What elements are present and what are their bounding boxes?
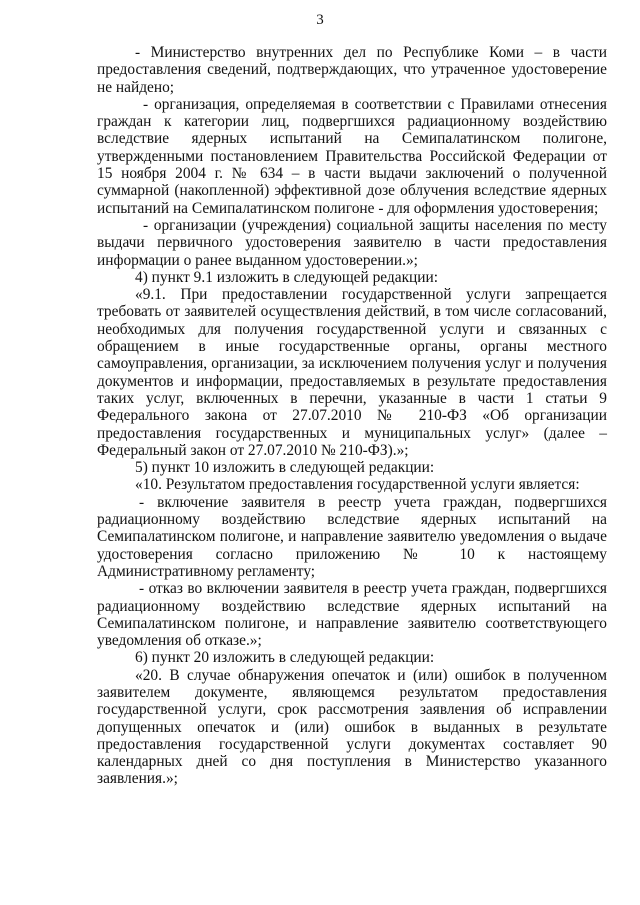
paragraph: - включение заявителя в реестр учета граждан, подвергшихся радиационному воздействию вследствие ядерных испытаний на Семипалатинском полигоне, и направление заявителю уведомления о выдаче удостоверения согласно приложению № 10 к настоящему Административному регламенту; <box>97 493 607 580</box>
paragraph: 5) пункт 10 изложить в следующей редакции: <box>135 459 435 477</box>
paragraph: - организации (учреждения) социальной защиты населения по месту выдачи первичного удостоверения заявителю в части предоставления информации о ранее выданном удостоверении.»; <box>97 216 607 269</box>
document-body <box>97 44 607 788</box>
paragraph: - Министерство внутренних дел по Республике Коми – в части предоставления сведений, подтверждающих, что утраченное удостоверение не найдено; <box>97 44 607 96</box>
page-number: 3 <box>316 12 324 28</box>
paragraph: «20. В случае обнаружения опечаток и (или) ошибок в полученном заявителем документе, являющемся результатом предоставления государственной услуги, срок рассмотрения заявления об исправлении допущенных опечаток и (или) ошибок в выданных в результате предоставления государственной услуги документах составляет 90 календарных дней со дня поступления в Министерство указанного заявления.»; <box>97 666 607 788</box>
paragraph: «10. Результатом предоставления государственной услуги является: <box>135 476 580 494</box>
paragraph: - организация, определяемая в соответствии с Правилами отнесения граждан к категории лиц, подвергшихся радиационному воздействию вследствие ядерных испытаний на Семипалатинском полигоне, утвержденными постановлением Правительства Российской Федерации от 15 ноября 2004 г. № 634 – в части выдачи заключений о полученной суммарной (накопленной) эффективной дозе облучения вследствие ядерных испытаний на Семипалатинском полигоне - для оформления удостоверения; <box>97 95 607 217</box>
paragraph: - отказ во включении заявителя в реестр учета граждан, подвергшихся радиационному воздействию вследствие ядерных испытаний на Семипалатинском полигоне, и направление заявителю соответствующего уведомления об отказе.»; <box>97 580 607 650</box>
paragraph: 6) пункт 20 изложить в следующей редакции: <box>135 649 435 667</box>
paragraph: «9.1. При предоставлении государственной услуги запрещается требовать от заявителей осуществления действий, в том числе согласований, необходимых для получения государственной услуги и связанных с обращением в иные государственные органы, органы местного самоуправления, организации, за исключением получения услуг и получения документов и информации, предоставляемых в результате предоставления таких услуг, включенных в перечни, указанные в части 1 статьи 9 Федерального закона от 27.07.2010 № 210-ФЗ «Об организации предоставления государственных и муниципальных услуг» (далее – Федеральный закон от 27.07.2010 № 210-ФЗ).»; <box>97 286 607 459</box>
paragraph: 4) пункт 9.1 изложить в следующей редакции: <box>135 268 439 286</box>
